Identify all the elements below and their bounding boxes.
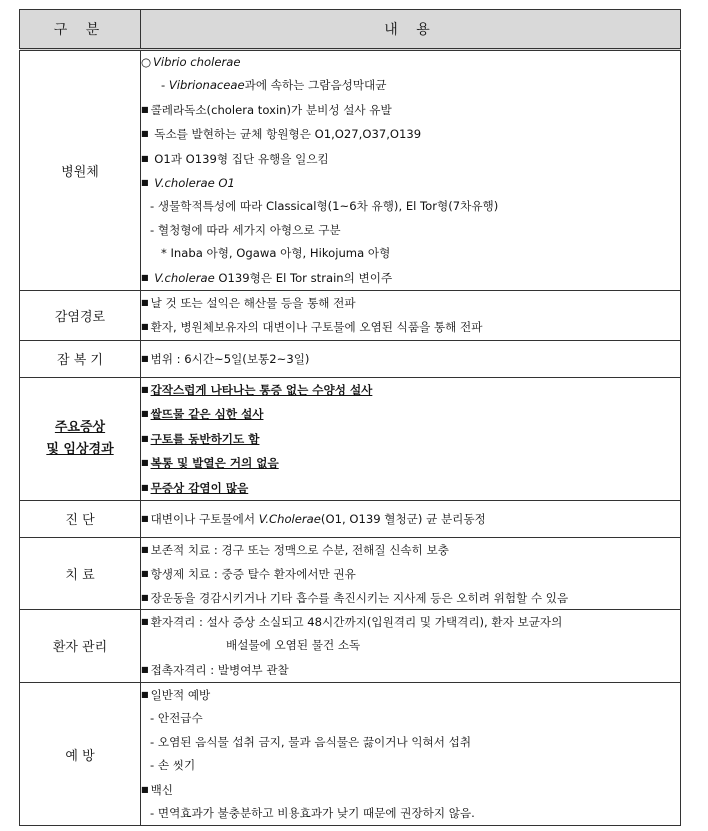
pathogen-line-4: 독소를 발현하는 균체 항원형은 O1,O27,O37,O139 [154, 127, 422, 142]
row-route [20, 291, 681, 341]
diagnosis-line-1c: (O1, O139 혈청군) 균 분리동정 [320, 511, 486, 526]
content-incubation: ■ 범위 : 6시간~5일(보통2~3일) [141, 340, 681, 377]
prevention-line-2: - 안전급수 [150, 711, 203, 726]
pathogen-line-2: 과에 속하는 그람음성막대균 [244, 78, 387, 93]
content-route: ■ 날 것 또는 설익은 해산물 등을 통해 전파 ■ 환자, 병원체보유자의 대변이나 구토물에 오염된 식품을 통해 전파 [141, 291, 681, 341]
content-symptoms: ■ 갑작스럽게 나타나는 통증 없는 수양성 설사 ■ 쌀뜨물 같은 심한 설사 ■ 구토를 동반하기도 함 ■ 복통 및 발열은 거의 없음 ■ 무증상 감염이 많음 [141, 377, 681, 500]
pathogen-line-3: 콜레라독소(cholera toxin)가 분비성 설사 유발 [150, 102, 392, 117]
pathogen-line-5: O1과 O139형 집단 유행을 일으킴 [154, 151, 329, 166]
route-line-2: 환자, 병원체보유자의 대변이나 구토물에 오염된 식품을 통해 전파 [150, 320, 483, 335]
prevention-line-6: - 면역효과가 불충분하고 비용효과가 낮기 때문에 권장하지 않음. [150, 805, 475, 820]
treatment-line-1: 보존적 치료 : 경구 또는 정맥으로 수분, 전해질 신속히 보충 [150, 542, 449, 557]
row-symptoms [20, 377, 681, 500]
label-prevention: 예 방 [20, 682, 141, 825]
management-line-3: 접촉자격리 : 발병여부 관찰 [150, 662, 289, 677]
label-symptoms [20, 377, 141, 500]
management-line-1: 환자격리 : 설사 증상 소실되고 48시간까지(입원격리 및 가택격리), 환자 보균자의 [150, 614, 563, 629]
prevention-line-3: - 오염된 음식물 섭취 금지, 물과 음식물은 끓이거나 익혀서 섭취 [150, 734, 472, 749]
pathogen-family-name: Vibrionaceae [168, 78, 245, 93]
label-incubation: 잠 복 기 [20, 340, 141, 377]
pathogen-line-10: O139형은 El Tor strain의 변이주 [214, 270, 393, 285]
pathogen-line-7: - 생물학적특성에 따라 Classical형(1~6차 유행), El Tor형(7차유행) [150, 199, 499, 214]
content-management: ■ 환자격리 : 설사 증상 소실되고 48시간까지(입원격리 및 가택격리), 환자 보균자의 배설물에 오염된 물건 소독 ■ 접촉자격리 : 발병여부 관찰 [141, 609, 681, 682]
label-diagnosis: 진 단 [20, 500, 141, 537]
row-management [20, 609, 681, 682]
pathogen-line-6: V.cholerae O1 [154, 176, 235, 191]
pathogen-line-9: * Inaba 아형, Ogawa 아형, Hikojuma 아형 [161, 246, 391, 261]
row-treatment [20, 537, 681, 609]
prevention-line-1: 일반적 예방 [150, 687, 211, 702]
symptoms-line-3: 구토를 동반하기도 함 [150, 431, 260, 446]
diagnosis-line-1a: 대변이나 구토물에서 [150, 511, 259, 526]
pathogen-line-8: - 혈청형에 따라 세가지 아형으로 구분 [150, 222, 341, 237]
symptoms-line-5: 무증상 감염이 많음 [150, 480, 249, 495]
pathogen-line-1: Vibrio cholerae [153, 55, 241, 69]
table-header-row [20, 10, 681, 50]
label-pathogen: 병원체 [20, 50, 141, 291]
cholera-info-table [19, 9, 681, 826]
content-diagnosis: ■ 대변이나 구토물에서 V.Cholerae(O1, O139 혈청군) 균 분리동정 [141, 500, 681, 537]
prevention-line-5: 백신 [150, 782, 173, 797]
symptoms-line-2: 쌀뜨물 같은 심한 설사 [150, 407, 264, 422]
label-treatment: 치 료 [20, 537, 141, 609]
row-pathogen [20, 50, 681, 291]
label-route: 감염경로 [20, 291, 141, 341]
content-pathogen: ○ Vibrio cholerae - Vibrionaceae과에 속하는 그람음성막대균 ■ 콜레라독소(cholera toxin)가 분비성 설사 유발 ■ 독소를 발현하는 균체 항원형은 O1,O27,O37,O139 ■ O1과 O139형 집단 유행을 일으킴 ■ V.cholerae O1 - 생물학적특성에 따라 Classical형(1~6차 유행), El Tor형(7차유행) - 혈청형에 따라 세가지 아형으로 구분 * Inaba 아형, Ogawa 아형, Hikojuma 아형 ■ V.cholerae O139형은 El Tor strain의 변이주 [141, 50, 681, 291]
row-incubation [20, 340, 681, 377]
symptoms-line-1: 갑작스럽게 나타나는 통증 없는 수양성 설사 [150, 382, 373, 397]
label-symptoms-line-1: 주요증상 [54, 419, 106, 435]
row-diagnosis [20, 500, 681, 537]
label-symptoms-line-2: 및 임상경과 [46, 441, 114, 457]
header-category: 구 분 [20, 10, 141, 50]
header-content: 내 용 [141, 10, 681, 50]
incubation-line-1: 범위 : 6시간~5일(보통2~3일) [150, 351, 310, 366]
diagnosis-species-name: V.Cholerae [258, 511, 321, 526]
content-treatment: ■ 보존적 치료 : 경구 또는 정맥으로 수분, 전해질 신속히 보충 ■ 항생제 치료 : 중증 탈수 환자에서만 권유 ■ 장운동을 경감시키거나 기타 흡수를 촉진시키는 지사제 등은 오히려 위험할 수 있음 [141, 537, 681, 609]
treatment-line-2: 항생제 치료 : 중증 탈수 환자에서만 권유 [150, 567, 356, 582]
treatment-line-3: 장운동을 경감시키거나 기타 흡수를 촉진시키는 지사제 등은 오히려 위험할 수 있음 [150, 590, 569, 605]
label-management: 환자 관리 [20, 609, 141, 682]
content-prevention: ■ 일반적 예방 - 안전급수 - 오염된 음식물 섭취 금지, 물과 음식물은 끓이거나 익혀서 섭취 - 손 씻기 ■ 백신 - 면역효과가 불충분하고 비용효과가 낮기 때문에 권장하지 않음. [141, 682, 681, 825]
row-prevention [20, 682, 681, 825]
prevention-line-4: - 손 씻기 [150, 758, 196, 773]
pathogen-species-name: V.cholerae [154, 270, 215, 285]
symptoms-line-4: 복통 및 발열은 거의 없음 [150, 456, 279, 471]
route-line-1: 날 것 또는 설익은 해산물 등을 통해 전파 [150, 296, 356, 311]
management-line-2: 배설물에 오염된 물건 소독 [226, 638, 361, 653]
